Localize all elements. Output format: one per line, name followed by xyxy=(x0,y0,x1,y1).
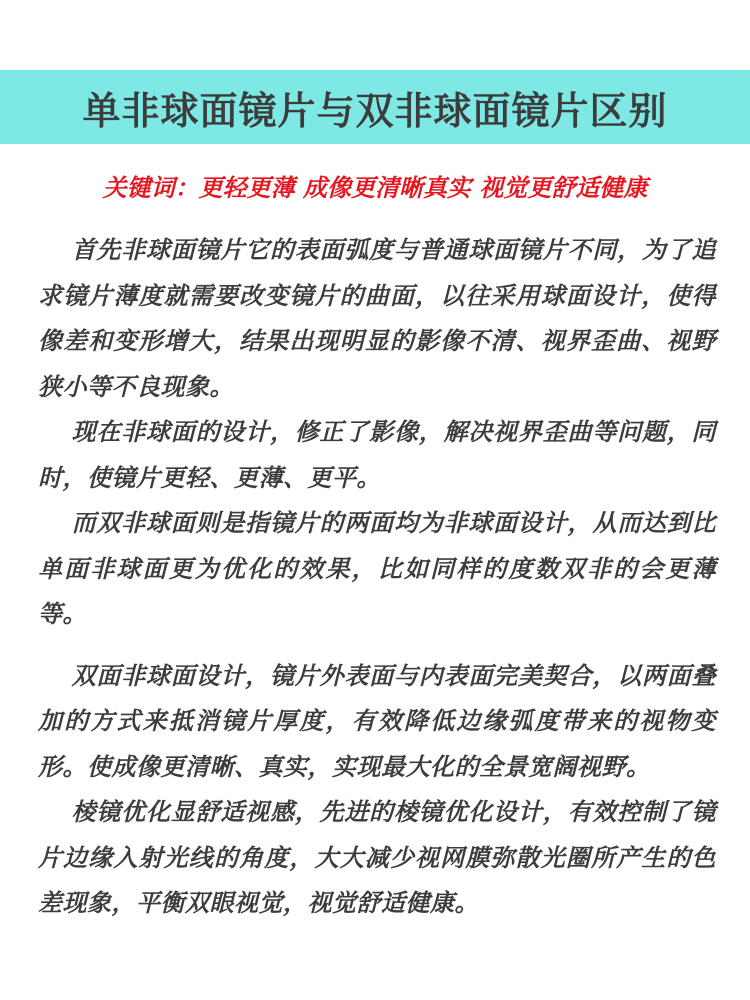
keywords-line: 关键词：更轻更薄 成像更清晰真实 视觉更舒适健康 xyxy=(102,174,648,202)
article-body xyxy=(38,228,716,927)
paragraph-3: 而双非球面则是指镜片的两面均为非球面设计，从而达到比单面非球面更为优化的效果，比如同样的度数双非的会更薄等。 xyxy=(38,509,716,628)
page-title: 单非球面镜片与双非球面镜片区别 xyxy=(82,88,668,133)
title-banner xyxy=(0,70,750,144)
paragraph-5: 棱镜优化显舒适视感，先进的棱镜优化设计，有效控制了镜片边缘入射光线的角度，大大减少视网膜弥散光圈所产生的色差现象，平衡双眼视觉，视觉舒适健康。 xyxy=(38,798,716,917)
paragraph-2: 现在非球面的设计，修正了影像，解决视界歪曲等问题，同时，使镜片更轻、更薄、更平。 xyxy=(38,418,716,492)
paragraph-1: 首先非球面镜片它的表面弧度与普通球面镜片不同，为了追求镜片薄度就需要改变镜片的曲面，以往采用球面设计，使得像差和变形增大，结果出现明显的影像不清、视界歪曲、视野狭小等不良现象。 xyxy=(38,236,716,401)
paragraph-4: 双面非球面设计，镜片外表面与内表面完美契合，以两面叠加的方式来抵消镜片厚度，有效降低边缘弧度带来的视物变形。使成像更清晰、真实，实现最大化的全景宽阔视野。 xyxy=(38,661,716,781)
